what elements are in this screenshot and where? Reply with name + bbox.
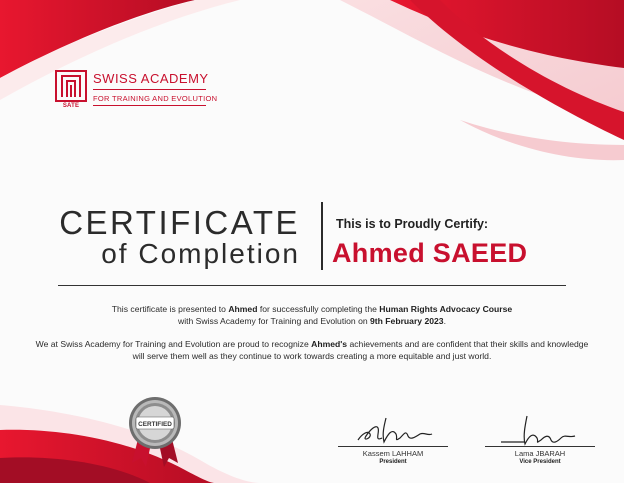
signature-graphic-vice-president	[495, 412, 585, 446]
signature-president	[333, 412, 453, 465]
recognition-paragraph	[30, 338, 594, 362]
signature-line-president	[338, 446, 448, 447]
p1-text-b: for successfully completing the	[257, 304, 380, 314]
academy-tagline: FOR TRAINING AND EVOLUTION	[93, 94, 218, 103]
academy-name: SWISS ACADEMY	[93, 71, 209, 86]
certificate-title: CERTIFICATE	[59, 204, 300, 241]
p1-course: Human Rights Advocacy Course	[379, 304, 513, 314]
horizontal-rule	[58, 285, 566, 286]
title-divider	[321, 202, 323, 270]
academy-logo-mark	[55, 70, 87, 106]
academy-logo	[55, 70, 218, 112]
p1-name: Ahmed	[228, 304, 258, 314]
signatory-name-president: Kassem LAHHAM	[362, 449, 424, 458]
p2-name: Ahmed's	[311, 339, 348, 349]
seal-text: CERTIFIED	[138, 421, 172, 428]
certified-seal	[122, 395, 188, 469]
signatory-name-vice-president: Lama JBARAH	[514, 449, 566, 458]
signatory-role-president: President	[379, 459, 407, 465]
p2-text-a: We at Swiss Academy for Training and Evolution are proud to recognize	[35, 339, 312, 349]
signature-graphic-president	[348, 412, 438, 446]
signature-line-vice-president	[485, 446, 595, 447]
p2-text-b: achievements and are confident that their skills and knowledge will serve them well as they continue to work towards creating a more equitable and just world.	[132, 339, 589, 361]
logo-divider	[93, 89, 206, 90]
p1-text-a: This certificate is presented to	[111, 304, 229, 314]
signature-vice-president	[480, 412, 600, 465]
recipient-name: Ahmed SAEED	[332, 238, 528, 268]
academy-abbr: SATE	[62, 103, 80, 109]
logo-underline	[93, 105, 206, 106]
p1-text-d: .	[443, 316, 446, 326]
certify-statement: This is to Proudly Certify:	[336, 217, 489, 231]
certificate-subtitle: of Completion	[101, 238, 300, 269]
p1-date: 9th February 2023	[370, 316, 444, 326]
p1-text-c: with Swiss Academy for Training and Evolution on	[178, 316, 371, 326]
signatory-role-vice-president: Vice President	[519, 459, 561, 465]
presentation-paragraph	[40, 303, 584, 327]
